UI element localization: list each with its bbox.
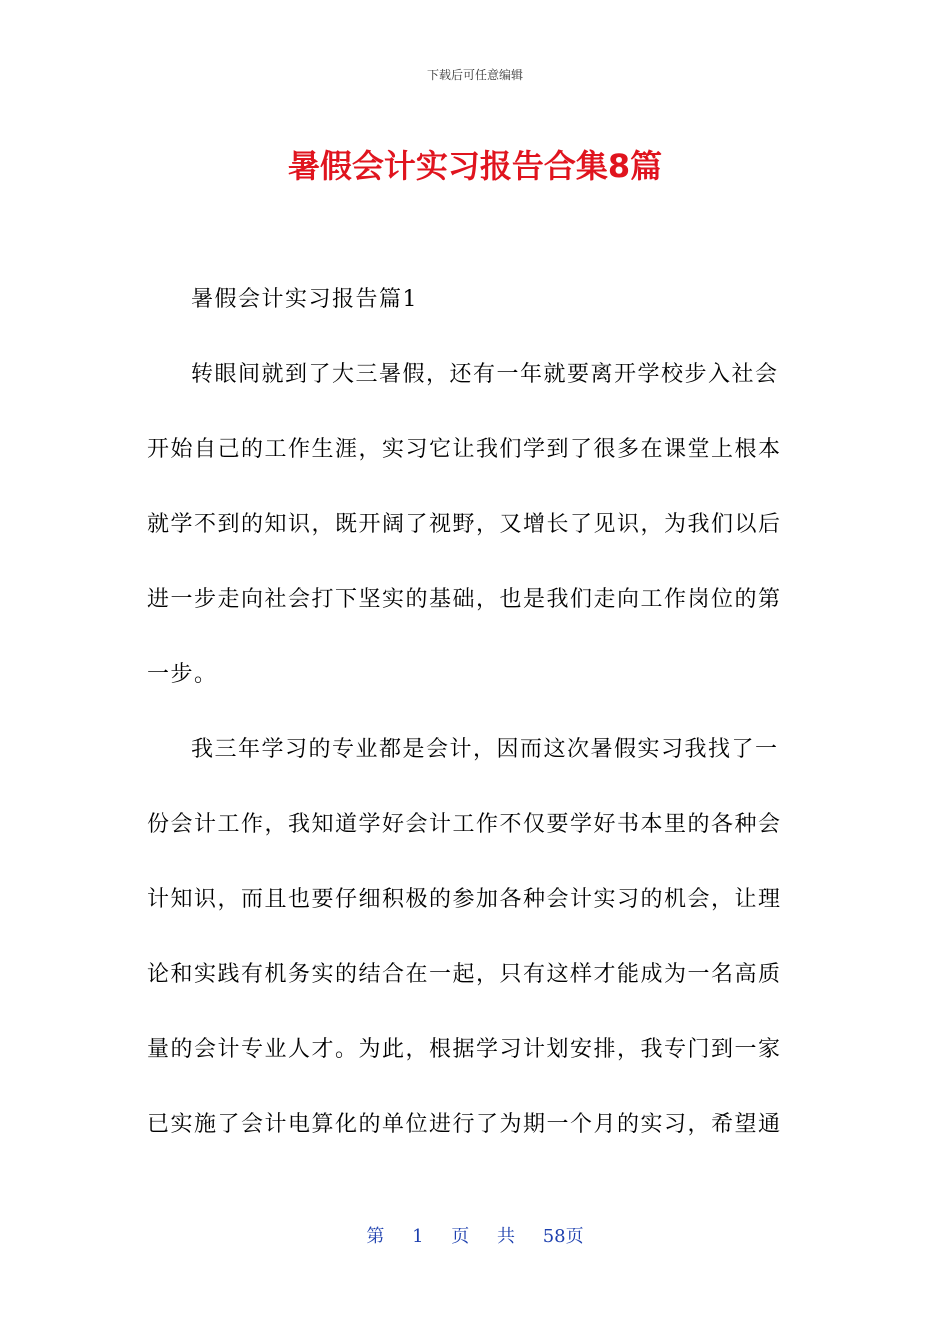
document-title: 暑假会计实习报告合集8篇 xyxy=(287,147,663,185)
page-label-mid: 页 xyxy=(451,1226,470,1247)
total-pages: 58页 xyxy=(542,1226,584,1247)
page-footer xyxy=(0,1222,950,1252)
body-paragraph: 我三年学习的专业都是会计，因而这次暑假实习我找了一份会计工作，我知道学好会计工作不仅要学好书本里的各种会计知识，而且也要仔细积极的参加各种会计实习的机会，让理论和实践有机务实的结合在一起，只有这样才能成为一名高质量的会计专业人才。为此，根据学习计划安排，我专门到一家已实施了会计电算化的单位进行了为期一个月的实习，希望通 xyxy=(147,737,782,1137)
total-label: 共 xyxy=(497,1226,515,1247)
document-body xyxy=(147,262,792,1162)
section-heading: 暑假会计实习报告篇1 xyxy=(191,287,418,312)
page-label-prefix: 第 xyxy=(366,1226,385,1247)
body-paragraph: 转眼间就到了大三暑假，还有一年就要离开学校步入社会开始自己的工作生涯，实习它让我们学到了很多在课堂上根本就学不到的知识，既开阔了视野，又增长了见识，为我们以后进一步走向社会打下坚实的基础，也是我们走向工作岗位的第一步。 xyxy=(147,362,782,687)
current-page-number: 1 xyxy=(412,1226,424,1247)
header-note: 下载后可任意编辑 xyxy=(426,68,523,82)
